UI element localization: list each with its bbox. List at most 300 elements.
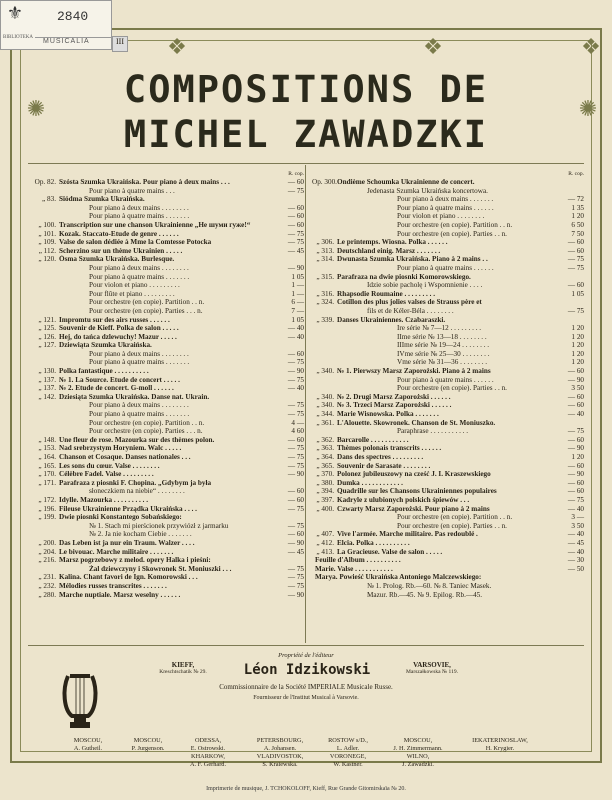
entry-title: Marie Wisnowska. Polka . . . . . . . — [337, 410, 439, 419]
entry-price: — 60 — [567, 401, 584, 410]
opus-number: „ 361. — [316, 418, 334, 427]
opus-number: „ 380. — [316, 478, 334, 487]
entry-title: Pour orchestre (en copie). Partition . . n. — [397, 513, 513, 522]
entry-price: — 60 — [567, 487, 584, 496]
entry-title: № 2. Etude de concert. G-moll . . . . . . — [59, 384, 174, 393]
catalog-entry — [312, 178, 584, 187]
entry-price — [278, 556, 304, 565]
opus-number — [34, 350, 59, 359]
catalog-entry — [34, 487, 304, 496]
entry-price: — 75 — [287, 186, 304, 195]
catalog-entry — [34, 298, 304, 307]
catalog-entry — [312, 316, 584, 325]
entry-price: 1 20 — [571, 349, 584, 358]
entry-price: — 75 — [567, 263, 584, 272]
catalog-entry — [34, 419, 304, 428]
opus-number: „ 121. — [38, 315, 56, 324]
catalog-entry — [34, 470, 304, 479]
catalog-entry — [34, 324, 304, 333]
catalog-entry — [34, 522, 304, 531]
entry-title: Mazur. Rb.—45. № 9. Epilog. Rb.—45. — [367, 590, 483, 599]
entry-title: Cotillon des plus jolies valses de Strauss père et — [337, 298, 482, 307]
entry-price — [558, 178, 584, 187]
entry-price: — 75 — [567, 255, 584, 264]
opus-number: „ 306. — [316, 238, 334, 247]
catalog-entry — [312, 573, 584, 582]
entry-title: Kalina. Chant favori de Ign. Komorowski . . . — [59, 573, 198, 582]
opus-number — [312, 195, 337, 204]
entry-title: № 1. Stach mi pierścionek przywiózł z jarmarku — [89, 521, 229, 530]
opus-number: „ 216. — [38, 556, 56, 565]
opus-number — [34, 401, 59, 410]
agent-name2: W. Kastner. — [333, 761, 363, 768]
entry-title: Pour piano à quatre mains . . . . . . . — [89, 272, 190, 281]
catalog-entry — [34, 238, 304, 247]
opus-number — [312, 341, 337, 350]
opus-number — [312, 358, 337, 367]
catalog-entry — [34, 565, 304, 574]
entry-title: Pour piano à deux mains . . . . . . . — [397, 195, 494, 204]
catalog-entry — [312, 522, 584, 531]
entry-price: — 45 — [567, 538, 584, 547]
catalog-entry — [312, 462, 584, 471]
entry-title: Pour violon et piano . . . . . . . . — [397, 212, 485, 221]
agent-name: J. H. Zimmermann. — [393, 745, 443, 752]
catalog-entry — [34, 247, 304, 256]
entry-price: — 60 — [567, 238, 584, 247]
catalog-entry — [312, 273, 584, 282]
entry-price: — 60 — [287, 203, 304, 212]
entry-title: Valse de salon dédiée à Mme la Comtesse Potocka — [59, 238, 212, 247]
entry-title: Pour piano à deux mains . . . . . . . . — [89, 203, 189, 212]
opus-number: „ 362. — [316, 435, 334, 444]
catalog-entry — [312, 238, 584, 247]
entry-price: 1 05 — [291, 272, 304, 281]
entry-price: — 40 — [287, 384, 304, 393]
agent-city: PETERSBOURG, — [256, 737, 304, 744]
entry-price: — 60 — [567, 281, 584, 290]
printer-footer: Imprimerie de musique, J. TCHOKOLOFF, Kieff, Rue Grande Gitomirskaïa № 20. — [206, 786, 406, 792]
agent-name: E. Ostrowski. — [190, 745, 226, 752]
entry-price: — 75 — [287, 401, 304, 410]
opus-number — [312, 350, 337, 359]
ornament-icon: ❖ — [581, 34, 601, 59]
catalog-entry — [312, 479, 584, 488]
entry-price: 3 50 — [571, 384, 584, 393]
opus-number: „ 100. — [38, 220, 56, 229]
opus-number: „ 109. — [38, 238, 56, 247]
entry-title: Polonez jubileuszowy na cześć J. I. Kraszewskiego — [337, 470, 491, 479]
opus-number: „ 370. — [316, 470, 334, 479]
entry-title: Pour piano à quatre mains . . . . . . — [397, 375, 494, 384]
opus-number — [34, 298, 59, 307]
catalog-entry — [34, 573, 304, 582]
opus-number — [312, 333, 337, 342]
entry-title: Ondième Schoumka Ukrainienne de concert. — [337, 178, 475, 186]
entry-price: 3 50 — [571, 521, 584, 530]
catalog-entry — [312, 221, 584, 230]
catalog-entry — [312, 187, 584, 196]
entry-price: 1 20 — [571, 453, 584, 461]
catalog-entry — [312, 195, 584, 204]
entry-price: 1 20 — [571, 212, 584, 221]
catalog-entry — [312, 247, 584, 256]
entry-title: Szósta Szumka Ukraińska. Pour piano à deux mains . . . — [59, 178, 230, 186]
opus-number: „ 127. — [38, 341, 56, 350]
entry-title: Rhapsodie Roumaine . . . . . . . . . — [337, 289, 436, 298]
ornament-icon: ❖ — [423, 34, 443, 59]
opus-number — [312, 522, 337, 531]
entry-price: — 60 — [567, 367, 584, 376]
entry-price: 7 — — [291, 306, 304, 315]
opus-number — [34, 307, 59, 316]
entry-title: Pour piano à quatre mains . . . . . . . — [89, 410, 190, 419]
opus-number: „ 314. — [316, 255, 334, 264]
agent-city: MOSCOU, — [133, 737, 163, 744]
opus-number — [312, 513, 337, 522]
opus-number: „ 413. — [316, 547, 334, 556]
catalog-entry — [34, 505, 304, 514]
entry-title: Deutschland einig. Marsz . . . . . . . — [337, 246, 441, 255]
entry-title: Souvenir de Kieff. Polka de salon . . . . . — [59, 324, 179, 333]
entry-title: Pour piano à quatre mains . . . . . . . — [89, 358, 190, 367]
opus-number — [34, 522, 59, 531]
opus-number: „ 170. — [38, 470, 56, 479]
opus-number: „ 232. — [38, 581, 56, 590]
entry-title: Vive l'armée. Marche militaire. Pas redoublé . — [337, 530, 478, 539]
catalog-entry — [34, 350, 304, 359]
entry-price — [278, 479, 304, 488]
entry-title: Pour orchestre (en copie). Parties . . n. — [397, 384, 507, 393]
entry-title: Parafraza z piosnki F. Chopina. „Gdybym ja była — [59, 478, 212, 487]
entry-price: — 45 — [287, 246, 304, 255]
entry-price: 1 — — [291, 289, 304, 298]
catalog-entry — [34, 376, 304, 385]
catalog-entry — [312, 487, 584, 496]
entry-price: 4 60 — [291, 427, 304, 436]
agent-address — [245, 737, 315, 769]
entry-price: — 60 — [567, 392, 584, 401]
entry-price: — 75 — [287, 504, 304, 513]
entry-price — [278, 255, 304, 264]
opus-number — [34, 290, 59, 299]
rule-top — [28, 163, 584, 164]
opus-number — [34, 358, 59, 367]
entry-price — [278, 195, 304, 204]
entry-title: Mélodies russes transcrites . . . . . . . — [59, 581, 167, 590]
entry-price: — 40 — [567, 547, 584, 556]
entry-title: Hej, do tańca dzlewuchy! Mazur . . . . . — [59, 332, 177, 341]
catalog-entry — [312, 548, 584, 557]
entry-price: — 40 — [567, 410, 584, 419]
entry-price: — 60 — [287, 435, 304, 444]
entry-title: Dziewiąta Szumka Ukraińska. — [59, 341, 152, 350]
opus-number: „ 137. — [38, 375, 56, 384]
opus-number — [312, 427, 337, 436]
catalog-entry — [312, 281, 584, 290]
catalog-entry — [312, 401, 584, 410]
entry-title: Dans des spectres . . . . . . . . . — [337, 453, 424, 461]
entry-title: Kozak. Staccato-Etude de genre . . . . . . — [59, 229, 179, 238]
price-header: R. cop. — [288, 171, 304, 177]
entry-price: 1 05 — [291, 315, 304, 324]
entry-title: Pour piano à quatre mains . . . . . . — [397, 203, 494, 212]
entry-price — [558, 419, 584, 428]
entry-price: — 75 — [567, 495, 584, 504]
entry-title: Dwie piosnki Konstantego Sobańskiego: — [59, 513, 182, 522]
opus-number: „ 130. — [38, 367, 56, 376]
catalog-entry — [312, 264, 584, 273]
entry-price — [278, 341, 304, 350]
entry-title: Dziesiąta Szumka Ukraińska. Danse nat. Ukrain. — [59, 392, 210, 401]
agent-name: A. Gutheil. — [73, 745, 103, 752]
entry-title: Barcarolle . . . . . . . . . . . — [337, 435, 409, 444]
catalog-entry — [312, 255, 584, 264]
opus-number: „ 339. — [316, 315, 334, 324]
title-line-1: COMPOSITIONS DE — [123, 68, 489, 111]
catalog-entry — [312, 556, 584, 565]
catalog-right-column — [312, 170, 584, 599]
catalog-entry — [312, 298, 584, 307]
catalog-entry — [312, 367, 584, 376]
entry-title: Pour piano à deux mains . . . . . . . . — [89, 349, 189, 358]
entry-title: Idylle. Mazourka . . . . . . . . . . — [59, 495, 149, 504]
catalog-entry — [34, 273, 304, 282]
entry-price: — 75 — [287, 564, 304, 573]
agent-city: MOSCOU, — [73, 737, 103, 744]
agent-city: ROSTOW s/D., — [328, 737, 368, 744]
ornament-icon: ❖ — [167, 34, 187, 59]
opus-number — [34, 204, 59, 213]
entry-title: Souvenir de Sarasate . . . . . . . . — [337, 461, 431, 470]
entry-price: 3 — — [571, 513, 584, 522]
catalog-entry — [34, 462, 304, 471]
entry-title: Elcia. Polka . . . . . . . . . . — [337, 538, 410, 547]
entry-price: — 75 — [287, 229, 304, 238]
entry-title: Thèmes polonais transcrits . . . . . . — [337, 444, 442, 453]
title-line-2: MICHEL ZAWADZKI — [123, 113, 489, 156]
opus-number — [312, 187, 337, 196]
agent-city2: VORONEGE, — [329, 753, 367, 760]
catalog-entry — [34, 264, 304, 273]
agent-address — [173, 737, 243, 769]
agent-name: L. Adler. — [336, 745, 360, 752]
entry-title: IIme série № 13—18 . . . . . . . . — [397, 332, 487, 341]
catalog-entry — [34, 341, 304, 350]
catalog-entry — [34, 401, 304, 410]
entry-price: — 90 — [287, 263, 304, 272]
eagle-crest-icon: ⚜ — [6, 3, 24, 23]
opus-number: „ 204. — [38, 547, 56, 556]
catalog-entry — [34, 316, 304, 325]
entry-title: Polka fantastique . . . . . . . . . . — [59, 367, 149, 376]
catalog-entry — [312, 350, 584, 359]
opus-number: „ 412. — [316, 538, 334, 547]
opus-number: „ 164. — [38, 453, 56, 461]
entry-price: — 60 — [567, 461, 584, 470]
opus-number: „ 340. — [316, 367, 334, 376]
entry-price: — 90 — [567, 444, 584, 453]
entry-title: IIIme série № 19—24 . . . . . . . . — [397, 341, 490, 350]
entry-price: — 90 — [287, 367, 304, 376]
price-header: R. cop. — [568, 171, 584, 177]
catalog-entry — [34, 195, 304, 204]
agent-name2: J. Zawadzki. — [402, 761, 434, 768]
entry-price: — 75 — [287, 573, 304, 582]
agent-city2: WILNO, — [406, 753, 430, 760]
ornament-icon: ✺ — [578, 96, 598, 121]
opus-number — [312, 324, 337, 333]
entry-title: Nad srebrzystym Horyniem. Walc . . . . . — [59, 444, 182, 453]
entry-title: Parafraza na dwie piosnki Komorowskiego. — [337, 272, 471, 281]
opus-number: „ 316. — [316, 289, 334, 298]
catalog-entry — [312, 591, 584, 600]
publisher-city-right: VARSOVIE, — [413, 661, 451, 669]
entry-title: La Gracieuse. Valse de salon . . . . . — [337, 547, 443, 556]
entry-price: 1 — — [291, 281, 304, 290]
agent-city2: KHARKOW, — [191, 753, 225, 760]
entry-title: Célèbre Fadel. Valse . . . . . . . . . — [59, 470, 154, 479]
entry-price — [558, 582, 584, 591]
opus-number: „ 340. — [316, 401, 334, 410]
entry-title: № 1. La Source. Etude de concert . . . . . — [59, 375, 180, 384]
opus-number: „ 315. — [316, 272, 334, 281]
publisher-name: Léon Idzikowski — [243, 662, 371, 678]
opus-number — [312, 384, 337, 393]
publisher-left-address — [148, 662, 218, 676]
opus-number: „ 340. — [316, 392, 334, 401]
catalog-entry — [34, 556, 304, 565]
opus-number: „ 199. — [38, 513, 56, 522]
opus-number: „ 137. — [38, 384, 56, 393]
catalog-entry — [34, 591, 304, 600]
catalog-entry — [312, 513, 584, 522]
entry-title: № 2. Ja nie kocham Ciebie . . . . . . . — [89, 530, 192, 539]
entry-price — [558, 573, 584, 582]
entry-price — [558, 316, 584, 325]
opus-number: „ 394. — [316, 487, 334, 496]
opus-number: „ 120. — [38, 255, 56, 264]
catalog-entry — [34, 582, 304, 591]
catalog-entry — [34, 453, 304, 462]
entry-title: Dumka . . . . . . . . . . . . — [337, 478, 403, 487]
catalog-entry — [34, 255, 304, 264]
catalog-entry — [312, 307, 584, 316]
catalog-entry — [312, 530, 584, 539]
entry-price: — 30 — [567, 556, 584, 565]
entry-price: — 40 — [567, 530, 584, 539]
entry-title: Pour orchestre (en copie). Parties . . . n. — [89, 427, 203, 436]
entry-price: 1 20 — [571, 332, 584, 341]
rule-bottom — [28, 645, 584, 646]
catalog-entry — [312, 393, 584, 402]
catalog-entry — [34, 221, 304, 230]
library-collection: MUSICALIA — [35, 37, 111, 49]
entry-price: — 60 — [287, 495, 304, 504]
agent-city: ODESSA, — [194, 737, 222, 744]
entry-price: — 50 — [567, 564, 584, 573]
agent-address — [313, 737, 383, 769]
opus-number — [34, 273, 59, 282]
entry-title: Czwarty Marsz Zaporożski. Pour piano à 2 mains — [337, 504, 490, 513]
entry-title: L'Alouette. Skowronek. Chanson de St. Moniuszko. — [337, 418, 496, 427]
entry-price: — 75 — [287, 521, 304, 530]
entry-title: Pour piano à deux mains . . . . . . . . — [89, 401, 189, 410]
entry-title: Żal dziewczyny i Skowronek St. Moniuszki . . . — [89, 564, 232, 573]
opus-number: „ 397. — [316, 495, 334, 504]
entry-title: Le printemps. Wiosna. Polka . . . . . . — [337, 238, 448, 247]
entry-title: Vme série № 31—36 . . . . . . . . — [397, 358, 488, 367]
catalog-entry — [312, 427, 584, 436]
opus-number: „ 83. — [42, 195, 56, 204]
entry-price: — 75 — [287, 358, 304, 367]
opus-number: „ 172. — [38, 495, 56, 504]
entry-price: 6 — — [291, 298, 304, 307]
catalog-entry — [312, 341, 584, 350]
entry-price: 1 20 — [571, 358, 584, 367]
column-divider — [305, 165, 306, 643]
entry-title: Quadrille sur les Chansons Ukrainiennes populaires — [337, 487, 497, 496]
catalog-entry — [312, 582, 584, 591]
publisher-right-address — [392, 662, 472, 676]
opus-number — [312, 212, 337, 221]
entry-price: — 90 — [567, 375, 584, 384]
catalog-entry — [312, 333, 584, 342]
catalog-entry — [34, 384, 304, 393]
entry-price: — 60 — [287, 487, 304, 496]
agent-name2: S. Kraiewska. — [262, 761, 298, 768]
entry-title: Marya. Powieść Ukraińska Antoniego Malczewskiego: — [315, 573, 482, 582]
entry-title: Dwunasta Szumka Ukraińska. Piano à 2 mains . . — [337, 255, 488, 264]
catalog-entry — [312, 453, 584, 462]
catalog-entry — [312, 358, 584, 367]
opus-number: Op. 82. — [34, 178, 56, 186]
library-caption: BIBLIOTEKA — [3, 35, 33, 40]
agent-address — [383, 737, 453, 769]
entry-title: Les sons du cœur. Valse . . . . . . . . — [59, 461, 160, 470]
agent-city2: VLADIVOSTOK, — [256, 753, 304, 760]
catalog-entry — [34, 178, 304, 187]
catalog-entry — [312, 419, 584, 428]
entry-price: — 75 — [287, 461, 304, 470]
opus-number: „ 200. — [38, 538, 56, 547]
opus-number — [34, 410, 59, 419]
opus-number: „ 280. — [38, 590, 56, 599]
entry-price: — 60 — [287, 212, 304, 221]
entry-title: Pour piano à quatre mains . . . . . . . — [89, 212, 190, 221]
opus-number — [34, 530, 59, 539]
opus-number: „ 101. — [38, 229, 56, 238]
catalog-entry — [34, 230, 304, 239]
opus-number: „ 231. — [38, 573, 56, 582]
catalog-entry — [34, 367, 304, 376]
opus-number: „ 165. — [38, 461, 56, 470]
catalog-entry — [34, 513, 304, 522]
entry-title: № 1. Prolog. Rb.—60. № 8. Taniec Masek. — [367, 581, 492, 590]
catalog-entry — [34, 281, 304, 290]
catalog-entry — [312, 470, 584, 479]
entry-price: — 60 — [287, 220, 304, 229]
entry-price: — 75 — [287, 444, 304, 453]
catalog-entry — [312, 539, 584, 548]
entry-title: fils et de Kéler-Béla . . . . . . . . — [367, 306, 454, 315]
entry-title: Une fleur de rose. Mazourka sur des thèmes polon. — [59, 435, 215, 444]
entry-title: Pour piano à quatre mains . . . — [89, 186, 175, 195]
entry-price — [558, 273, 584, 282]
entry-price: — 75 — [287, 581, 304, 590]
publisher-line-2: Commissionnaire de la Société IMPERIALE Musicale Russe. — [219, 683, 393, 691]
entry-title: Marche nuptiale. Marsz weselny . . . . . . — [59, 590, 181, 599]
